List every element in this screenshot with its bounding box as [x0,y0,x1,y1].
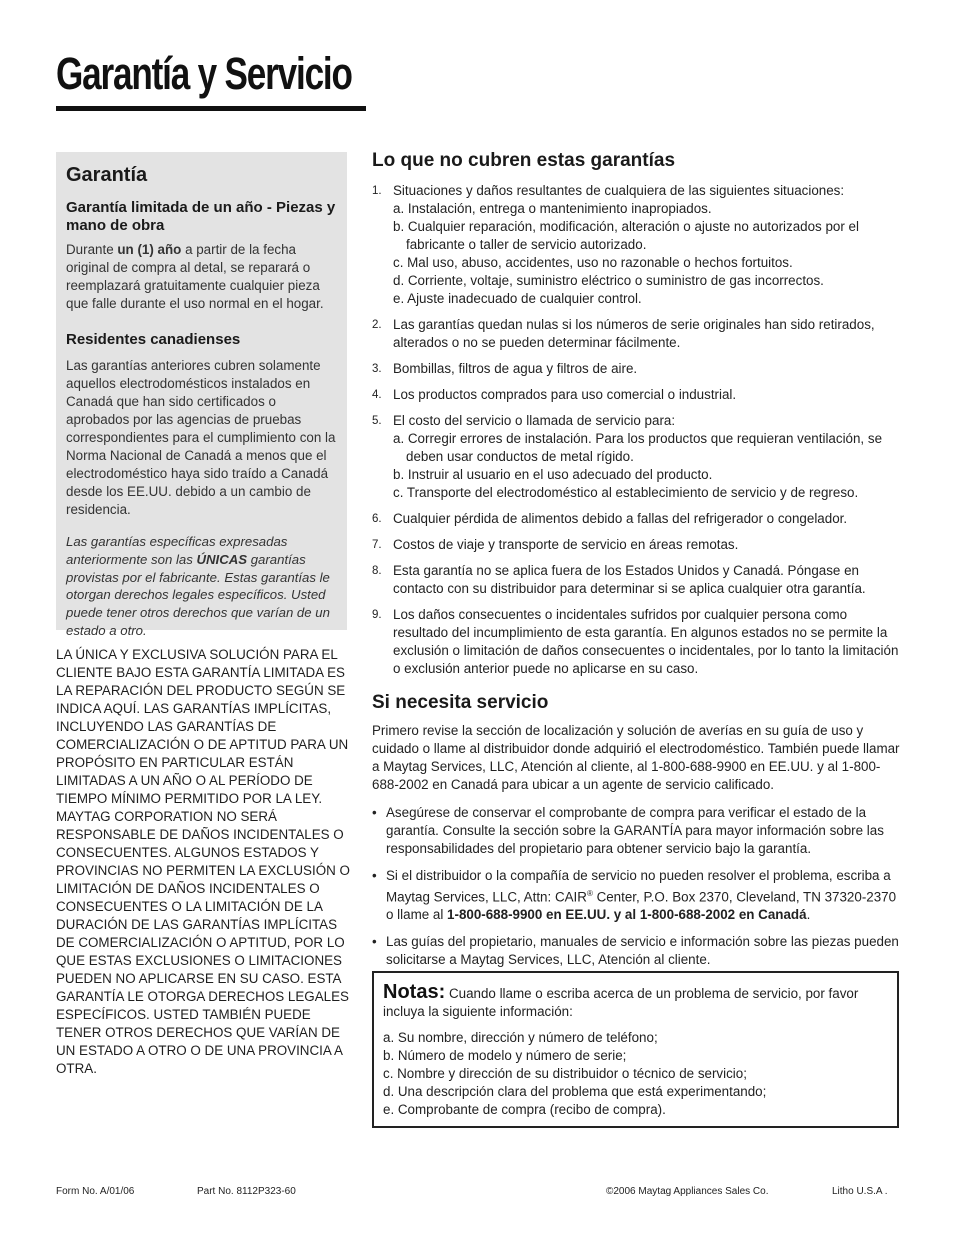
sub-list [393,430,902,502]
not-covered-heading: Lo que no cubren estas garantías [372,150,676,171]
specific-warranty-note [66,533,337,640]
list-item [372,316,902,352]
service-heading: Si necesita servicio [372,692,549,713]
service-bullets [372,804,902,969]
sub-item: d. Corriente, voltaje, suministro eléctrico o suministro de gas incorrectos. [393,273,824,288]
title-underline [56,106,366,111]
legal-disclaimer: LA ÚNICA Y EXCLUSIVA SOLUCIÓN PARA EL CLIENTE BAJO ESTA GARANTÍA LIMITADA ES LA REPARACIÓN DEL PRODUCTO SEGÚN SE INDICA AQUÍ. LAS GARANTÍAS IMPLÍCITAS, INCLUYENDO LAS GARANTÍAS DE COMERCIALIZACIÓN O DE APTITUD PARA UN PROPÓSITO EN PARTICULAR ESTÁN LIMITADAS A UN AÑO O AL PERÍODO DE TIEMPO MÍNIMO PERMITIDO POR LA LEY. MAYTAG CORPORATION NO SERÁ RESPONSABLE DE DAÑOS INCIDENTALES O CONSECUENTES. ALGUNOS ESTADOS Y PROVINCIAS NO PERMITEN LA EXCLUSIÓN O LIMITACIÓN DE DAÑOS INCIDENTALES O CONSECUENTES O LA LIMITACIÓN DE LA DURACIÓN DE LAS GARANTÍAS IMPLÍCITAS DE COMERCIALIZACIÓN O APTITUD, POR LO QUE ESTAS EXCLUSIONES O LIMITACIONES PUEDEN NO APLICARSE EN SU CASO. ESTA GARANTÍA LE OTORGA DERECHOS LEGALES ESPECÍFICOS. USTED TAMBIÉN PUEDE TENER OTROS DERECHOS QUE VARÍAN DE UN ESTADO A OTRO O DE UNA PROVINCIA A OTRA. [56,647,350,1076]
item-text: Los productos comprados para uso comercial o industrial. [393,387,737,402]
list-item [372,386,902,404]
notes-intro [383,983,888,1021]
item-number: 2. [372,319,382,331]
notes-heading: Notas: [383,981,446,1003]
list-item [372,360,902,378]
warranty-box [56,152,347,638]
limited-warranty-subheading: Garantía limitada de un año - Piezas y mano de obra [66,199,336,234]
bullet-icon: • [372,868,377,883]
litho: Litho U.S.A . [832,1186,888,1197]
list-item [372,412,902,502]
part-number: Part No. 8112P323-60 [197,1186,296,1197]
service-intro: Primero revise la sección de localización y solución de averías en su guía de uso y cuidado o llame al distribuidor donde adquirió el electrodoméstico. También puede llamar a Maytag Services, LLC, Atención al cliente, al 1-800-688-9900 en EE.UU. y al 1-800-688-2002 en Canadá para ubicar a un agente de servicio calificado. [372,723,900,792]
bullet-text-mid: Center, P.O. Box 2370, Cleveland, TN 37320-2370 o llame al [386,889,897,923]
page-title: Garantía y Servicio [56,48,352,99]
canada-paragraph: Las garantías anteriores cubren solamente aquellos electrodomésticos instalados en Canadá que han sido certificados o aprobados por las agencias de pruebas correspondientes para el cumplimiento con la Norma Nacional de Canadá a menos que el electrodoméstico haya sido traído a Canadá desde los EE.UU. debido a un cambio de residencia. [66,358,336,517]
copyright: ©2006 Maytag Appliances Sales Co. [606,1186,769,1197]
note-item: c. Nombre y dirección de su distribuidor o técnico de servicio; [383,1066,747,1081]
not-covered-section [372,150,902,686]
warranty-term: un (1) año [117,242,182,257]
item-text: Cualquier pérdida de alimentos debido a fallas del refrigerador o congelador. [393,511,848,526]
sub-item: a. Corregir errores de instalación. Para los productos que requieran ventilación, se deben usar conductos de metal rígido. [393,431,883,464]
notes-list [383,1029,888,1119]
note-emphasis: ÚNICAS [196,551,248,567]
warranty-heading: Garantía [66,164,148,186]
item-number: 3. [372,363,382,375]
item-text: Costos de viaje y transporte de servicio en áreas remotas. [393,537,739,552]
list-item [372,606,902,678]
list-item [372,804,902,858]
item-number: 8. [372,565,382,577]
warranty-text-start: Durante [66,242,118,257]
form-number: Form No. A/01/06 [56,1186,135,1197]
sub-list [393,200,902,308]
list-item [372,536,902,554]
sub-item: b. Cualquier reparación, modificación, alteración o ajuste no autorizados por el fabricante o taller de servicio autorizado. [393,219,859,252]
list-item [372,182,902,308]
item-number: 7. [372,539,382,551]
item-text: Las garantías quedan nulas si los números de serie originales han sido retirados, alterados o no se pueden determinar fácilmente. [393,317,875,350]
item-text: Los daños consecuentes o incidentales sufridos por cualquier persona como resultado del incumplimiento de esta garantía. En algunos estados no se permite la exclusión o limitación de daños consecuentes o incidentales, por lo tanto la limitación o exclusión anterior puede no aplicarse en su caso. [393,607,899,676]
bullet-text-end: . [806,907,811,923]
registered-mark: ® [586,889,593,898]
note-item: d. Una descripción clara del problema que está experimentando; [383,1084,767,1099]
warranty-text-end: a partir de la fecha original de compra al detal, se reparará o reemplazará gratuitamente cualquier pieza que falle durante el uso normal en el hogar. [66,242,324,311]
item-number: 6. [372,513,382,525]
item-text: El costo del servicio o llamada de servicio para: [393,413,676,428]
warranty-paragraph [66,241,337,313]
list-item [372,933,902,969]
bullet-icon: • [372,805,377,820]
notes-intro-text: Cuando llame o escriba acerca de un problema de servicio, por favor incluya la siguiente información: [383,986,859,1019]
note-item: b. Número de modelo y número de serie; [383,1048,627,1063]
list-item [372,562,902,598]
note-item: a. Su nombre, dirección y número de teléfono; [383,1030,658,1045]
bullet-text: Las guías del propietario, manuales de servicio e información sobre las piezas pueden solicitarse a Maytag Services, LLC, Atención al cliente. [386,934,899,968]
sub-item: e. Ajuste inadecuado de cualquier control. [393,291,642,306]
item-number: 1. [372,185,382,197]
item-number: 5. [372,415,382,427]
item-text: Situaciones y daños resultantes de cualquiera de las siguientes situaciones: [393,183,845,198]
bullet-icon: • [372,934,377,950]
sub-item: b. Instruir al usuario en el uso adecuado del producto. [393,467,713,482]
not-covered-list [372,182,902,678]
phone-numbers: 1-800-688-9900 en EE.UU. y al 1-800-688-2002 en Canadá [447,907,807,923]
bullet-text: Si el distribuidor o la compañía de servicio no pueden resolver el problema, escriba a Maytag Services, LLC, Attn: CAIR [386,868,891,905]
list-item [372,867,902,924]
sub-item: a. Instalación, entrega o mantenimiento inapropiados. [393,201,712,216]
item-text: Esta garantía no se aplica fuera de los Estados Unidos y Canadá. Póngase en contacto con su distribuidor para determinar si se aplica cualquier otra garantía. [393,563,866,596]
item-number: 9. [372,609,382,621]
item-number: 4. [372,389,382,401]
notes-box [372,971,899,1128]
note-text-start: Las garantías específicas expresadas anteriormente son las [66,534,288,567]
sub-item: c. Transporte del electrodoméstico al establecimiento de servicio y de regreso. [393,485,859,500]
note-item: e. Comprobante de compra (recibo de compra). [383,1102,666,1117]
canada-heading: Residentes canadienses [66,331,241,348]
list-item [372,510,902,528]
note-text-end: garantías provistas por el fabricante. Estas garantías le otorgan derechos legales específicos. Usted puede tener otros derechos que varían de un estado a otro. [66,551,330,638]
bullet-text: Asegúrese de conservar el comprobante de compra para verificar el estado de la garantía. Consulte la sección sobre la GARANTÍA para mayor información sobre las responsabilidades del propietario para obtener servicio bajo la garantía. [386,805,884,856]
service-section [372,692,902,978]
sub-item: c. Mal uso, abuso, accidentes, uso no razonable o hechos fortuitos. [393,255,793,270]
item-text: Bombillas, filtros de agua y filtros de aire. [393,361,638,376]
